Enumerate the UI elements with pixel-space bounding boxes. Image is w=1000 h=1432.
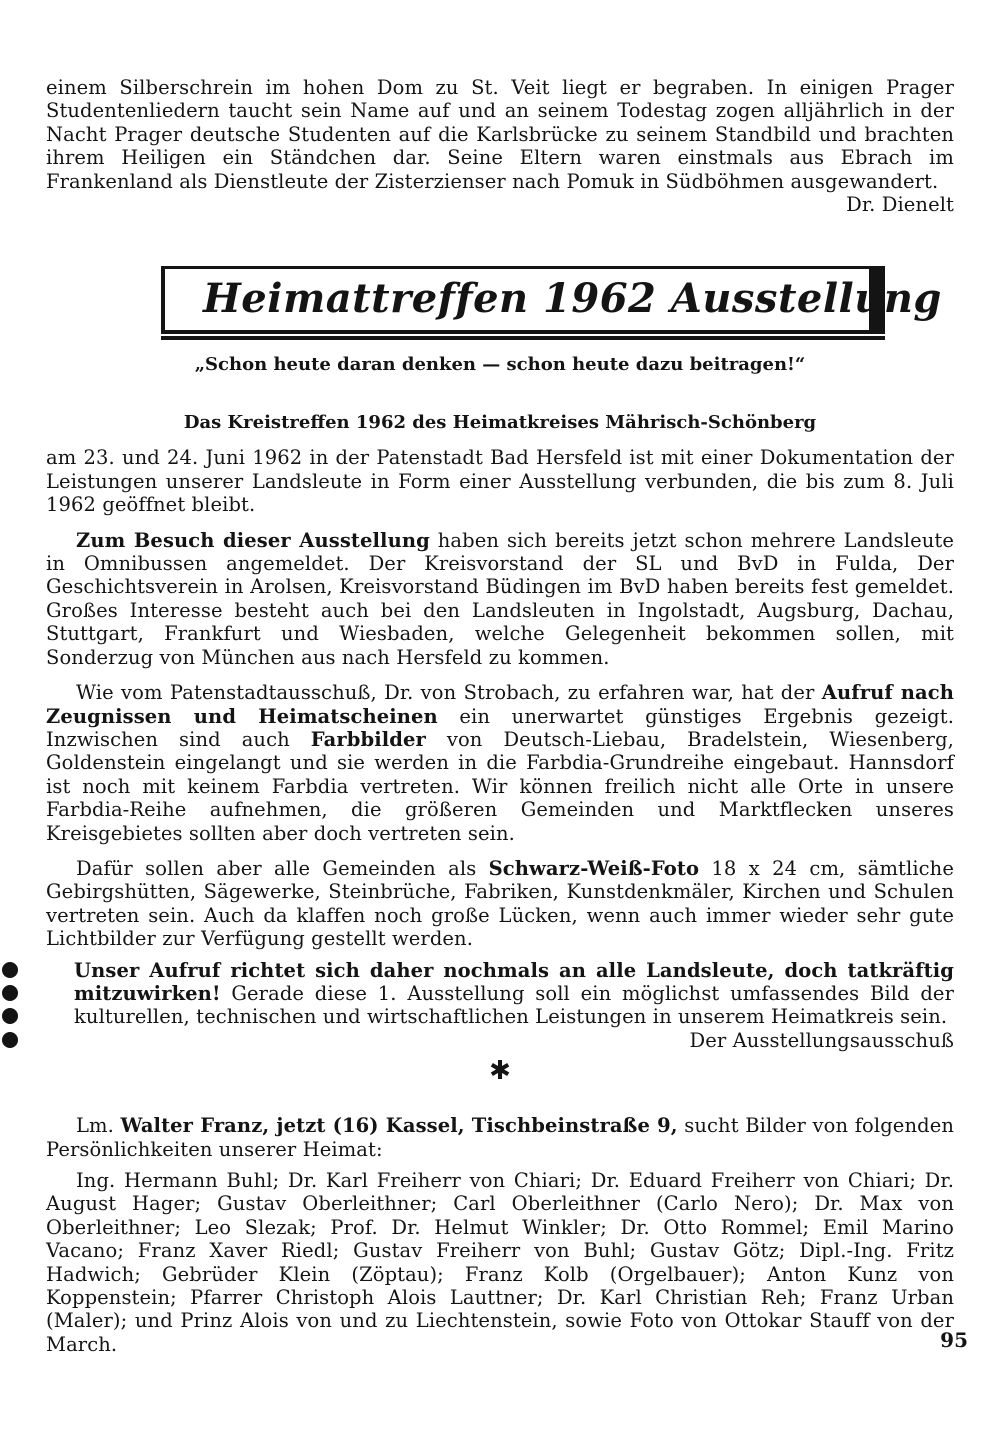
search-names-paragraph: Ing. Hermann Buhl; Dr. Karl Freiherr von Chiari; Dr. Eduard Freiherr von Chiari; Dr. August Hager; Gustav Oberleithner; Carl Oberleithner (Carlo Nero); Dr. Max von Oberleithner; Leo Slezak; Prof. Dr. Helmut Winkler; Dr. Otto Rommel; Emil Marino Vacano; Franz Xaver Riedl; Gustav Freiherr von Buhl; Gustav Götz; Dipl.-Ing. Fritz Hadwich; Gebrüder Klein (Zöptau); Franz Kolb (Orgelbauer); Anton Kunz von Koppenstein; Pfarrer Christoph Alois Lauttner; Dr. Karl Christian Reh; Franz Urban (Maler); und Prinz Alois von und zu Liechtenstein, sowie Foto von Ottokar Stauff von der March.	[46, 1169, 954, 1356]
bullet-dot-icon	[2, 962, 18, 978]
banner-underline	[161, 336, 885, 340]
article-paragraph-4: Dafür sollen aber alle Gemeinden als Schwarz-Weiß-Foto 18 x 24 cm, sämtliche Gebirgshütten, Sägewerke, Steinbrüche, Fabriken, Kunstdenkmäler, Kirchen und Schulen vertreten sein. Auch da klaffen noch große Lücken, wenn auch immer wieder sehr gute Lichtbilder zur Verfügung gestellt werden.	[46, 856, 954, 951]
article-paragraph-3: Wie vom Patenstadtausschuß, Dr. von Strobach, zu erfahren war, hat der Aufruf nach Zeugnissen und Heimatscheinen ein unerwartet günstiges Ergebnis gezeigt. Inzwischen sind auch Farbbilder von Deutsch-Liebau, Bradelstein, Wiesenberg, Goldenstein eingelangt und sie werden in die Farbdia-Grundreihe eingebaut. Hannsdorf ist noch mit keinem Farbdia vertreten. Wir können freilich nicht alle Orte in unsere Farbdia-Reihe aufnehmen, die größeren Gemeinden und Marktflecken unseres Kreisgebietes sollten aber doch vertreten sein.	[46, 681, 954, 845]
bullet-dot-icon	[2, 985, 18, 1001]
subheading: Das Kreistreffen 1962 des Heimatkreises Mährisch-Schönberg	[183, 412, 817, 434]
page-number: 95	[940, 1328, 968, 1352]
search-paragraph: Lm. Walter Franz, jetzt (16) Kassel, Tischbeinstraße 9, sucht Bilder von folgenden Persönlichkeiten unserer Heimat:	[46, 1114, 954, 1161]
banner-title: Heimattreffen 1962 Ausstellung	[203, 275, 942, 323]
appeal-documents-emphasis: Aufruf nach Zeugnissen und Heimatscheinen	[46, 681, 954, 728]
visit-emphasis: Zum Besuch dieser Ausstellung	[76, 528, 430, 552]
slogan: „Schon heute daran denken — schon heute dazu beitragen!“	[194, 354, 806, 376]
separator-star-icon: ✱	[489, 1056, 511, 1087]
appeal-emphasis: Unser Aufruf richtet sich daher nochmals an alle Landsleute, doch tatkräftig mitzuwirken!	[74, 958, 954, 1005]
photo-format-emphasis: Schwarz-Weiß-Foto	[488, 856, 700, 880]
bullet-markers	[2, 962, 20, 1056]
intro-text: einem Silberschrein im hohen Dom zu St. Veit liegt er begraben. In einigen Prager Studentenliedern taucht sein Name auf und an seinem Todestag zogen alljährlich in der Nacht Prager deutsche Studenten auf die Karlsbrücke zu seinem Standbild und brachten ihrem Heiligen ein Ständchen dar. Seine Eltern waren einstmals aus Ebrach im Frankenland als Dienstleute der Zisterzienser nach Pomuk in Südböhmen ausgewandert.	[46, 76, 954, 193]
search-contact-emphasis: Walter Franz, jetzt (16) Kassel, Tischbeinstraße 9,	[120, 1114, 678, 1138]
article-paragraph-1: am 23. und 24. Juni 1962 in der Patenstadt Bad Hersfeld ist mit einer Dokumentation der Leistungen unserer Landsleute in Form einer Ausstellung verbunden, die bis zum 8. Juli 1962 geöffnet bleibt.	[46, 446, 954, 517]
appeal-signature: Der Ausstellungsausschuß	[689, 1028, 954, 1052]
color-pictures-emphasis: Farbbilder	[310, 727, 426, 751]
appeal-block	[46, 959, 954, 1053]
intro-paragraph	[46, 76, 954, 216]
bullet-dot-icon	[2, 1008, 18, 1024]
bullet-dot-icon	[2, 1032, 18, 1048]
exhibition-banner	[161, 266, 942, 334]
page-content	[46, 76, 954, 1356]
appeal-paragraph: Unser Aufruf richtet sich daher nochmals an alle Landsleute, doch tatkräftig mitzuwirken! Gerade diese 1. Ausstellung soll ein möglichst umfassendes Bild der kulturellen, technischen und wirtschaftlichen Leistungen in unserem Heimatkreis sein. Der Ausstellungsausschuß	[74, 958, 954, 1052]
intro-author: Dr. Dienelt	[846, 193, 954, 217]
article-paragraph-2: Zum Besuch dieser Ausstellung haben sich bereits jetzt schon mehrere Landsleute in Omnibussen angemeldet. Der Kreisvorstand der SL und BvD in Fulda, Der Geschichtsverein in Arolsen, Kreisvorstand Büdingen im BvD haben bereits fest gemeldet. Großes Interesse besteht auch bei den Landsleuten in Ingolstadt, Augsburg, Dachau, Stuttgart, Frankfurt und Wiesbaden, welche Gelegenheit bekommen sollen, mit Sonderzug von München aus nach Hersfeld zu kommen.	[46, 528, 954, 669]
